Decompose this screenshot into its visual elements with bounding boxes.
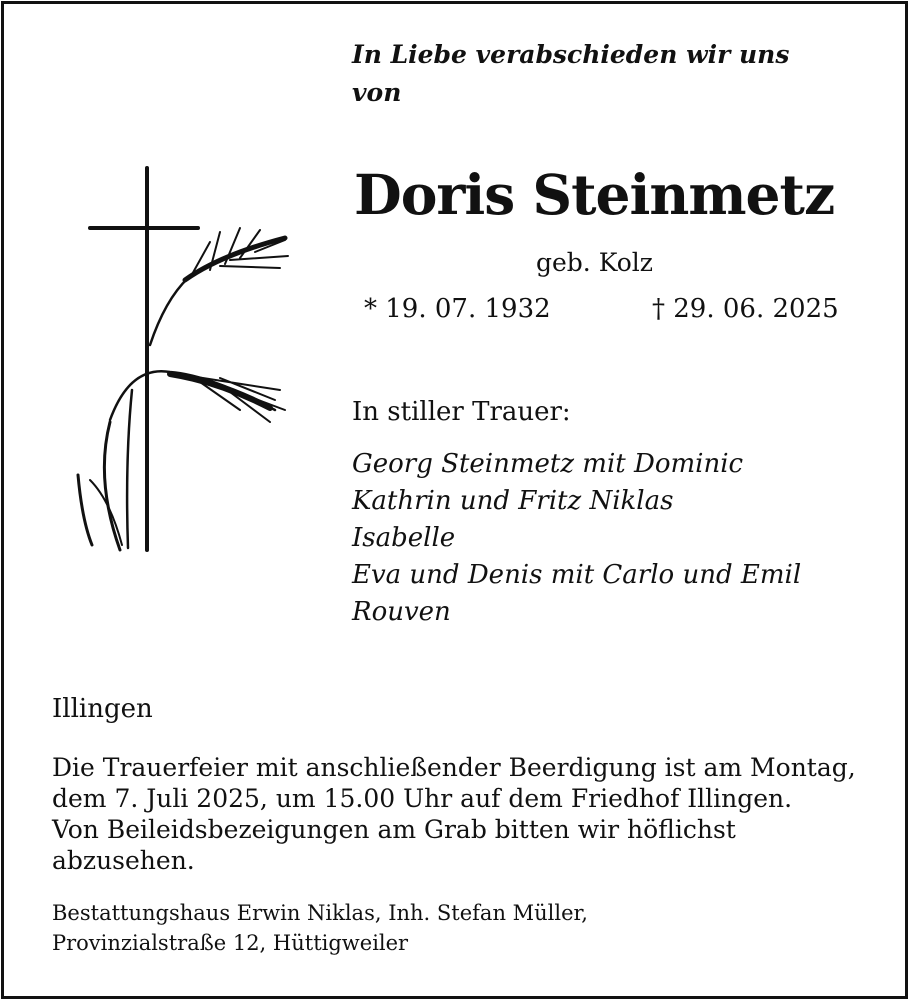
birth-date: * 19. 07. 1932 xyxy=(364,294,551,324)
mourner: Isabelle xyxy=(352,523,456,553)
cross-with-wheat-icon xyxy=(70,160,300,560)
maiden-name: geb. Kolz xyxy=(536,248,653,277)
mourner: Rouven xyxy=(352,597,451,627)
mourner: Georg Steinmetz mit Dominic xyxy=(352,449,744,479)
mourners-list xyxy=(352,446,801,631)
mourner: Eva und Denis mit Carlo und Emil xyxy=(352,560,802,590)
deceased-name: Doris Steinmetz xyxy=(354,162,835,227)
death-date: † 29. 06. 2025 xyxy=(652,294,839,324)
funeral-announcement xyxy=(52,752,856,876)
announcement-line: dem 7. Juli 2025, um 15.00 Uhr auf dem Friedhof Illingen. xyxy=(52,784,793,813)
funeral-home xyxy=(52,898,588,958)
mourner: Kathrin und Fritz Niklas xyxy=(352,486,674,516)
intro-line: In Liebe verabschieden wir uns xyxy=(352,40,790,69)
mourning-heading: In stiller Trauer: xyxy=(352,397,571,427)
announcement-line: Von Beileidsbezeigungen am Grab bitten wir höflichst xyxy=(52,815,736,844)
funeral-home-line: Bestattungshaus Erwin Niklas, Inh. Stefan Müller, xyxy=(52,901,588,925)
intro-line: von xyxy=(352,78,402,107)
announcement-line: abzusehen. xyxy=(52,846,195,875)
announcement-line: Die Trauerfeier mit anschließender Beerdigung ist am Montag, xyxy=(52,753,856,782)
funeral-home-line: Provinzialstraße 12, Hüttigweiler xyxy=(52,931,409,955)
intro-text xyxy=(352,36,789,112)
place: Illingen xyxy=(52,694,153,724)
